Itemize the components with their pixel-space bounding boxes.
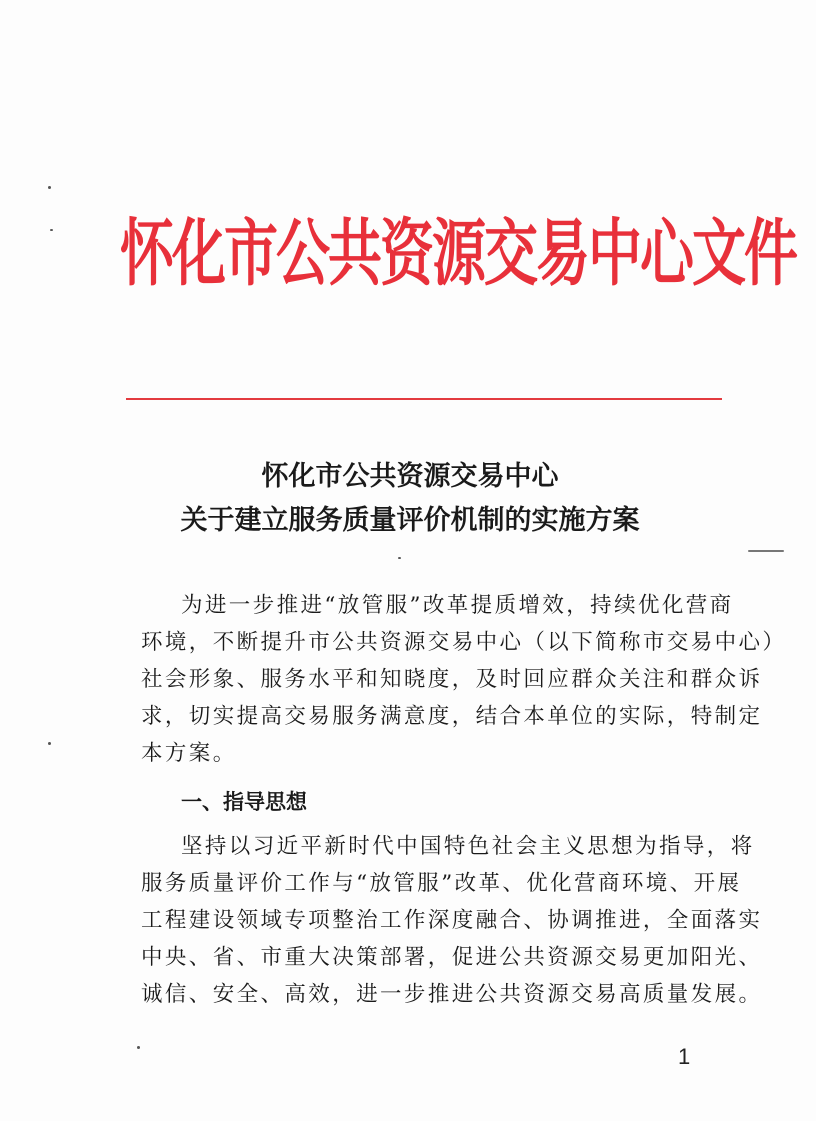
- scan-speck: [398, 557, 401, 559]
- section-heading-guiding-ideology: 一、指导思想: [181, 790, 307, 814]
- intro-paragraph-line: 为进一步推进“放管服”改革提质增效，持续优化营商: [181, 593, 734, 618]
- intro-paragraph-line: 环境，不断提升市公共资源交易中心（以下简称市交易中心）: [141, 630, 787, 655]
- section1-paragraph-line: 坚持以习近平新时代中国特色社会主义思想为指导，将: [181, 834, 755, 859]
- intro-paragraph-line: 社会形象、服务水平和知晓度，及时回应群众关注和群众诉: [141, 667, 763, 692]
- section1-paragraph-line: 诚信、安全、高效，进一步推进公共资源交易高质量发展。: [141, 982, 763, 1007]
- document-title-line-1: 怀化市公共资源交易中心: [261, 461, 559, 492]
- intro-paragraph-line: 本方案。: [141, 741, 237, 766]
- document-title-line-2: 关于建立服务质量评价机制的实施方案: [180, 505, 640, 536]
- page-number: 1: [678, 1044, 691, 1069]
- scan-speck: [50, 229, 53, 231]
- scan-speck: [48, 186, 51, 189]
- scan-speck: [137, 1046, 140, 1049]
- intro-paragraph-line: 求，切实提高交易服务满意度，结合本单位的实际，特制定: [141, 704, 763, 729]
- scan-speck: [748, 550, 784, 552]
- red-separator-rule: [126, 398, 722, 400]
- section1-paragraph-line: 工程建设领域专项整治工作深度融合、协调推进，全面落实: [141, 908, 763, 933]
- scan-speck: [48, 742, 51, 745]
- document-header-title: 怀化市公共资源交易中心文件: [120, 210, 796, 296]
- section1-paragraph-line: 中央、省、市重大决策部署，促进公共资源交易更加阳光、: [141, 945, 763, 970]
- section1-paragraph-line: 服务质量评价工作与“放管服”改革、优化营商环境、开展: [141, 871, 742, 896]
